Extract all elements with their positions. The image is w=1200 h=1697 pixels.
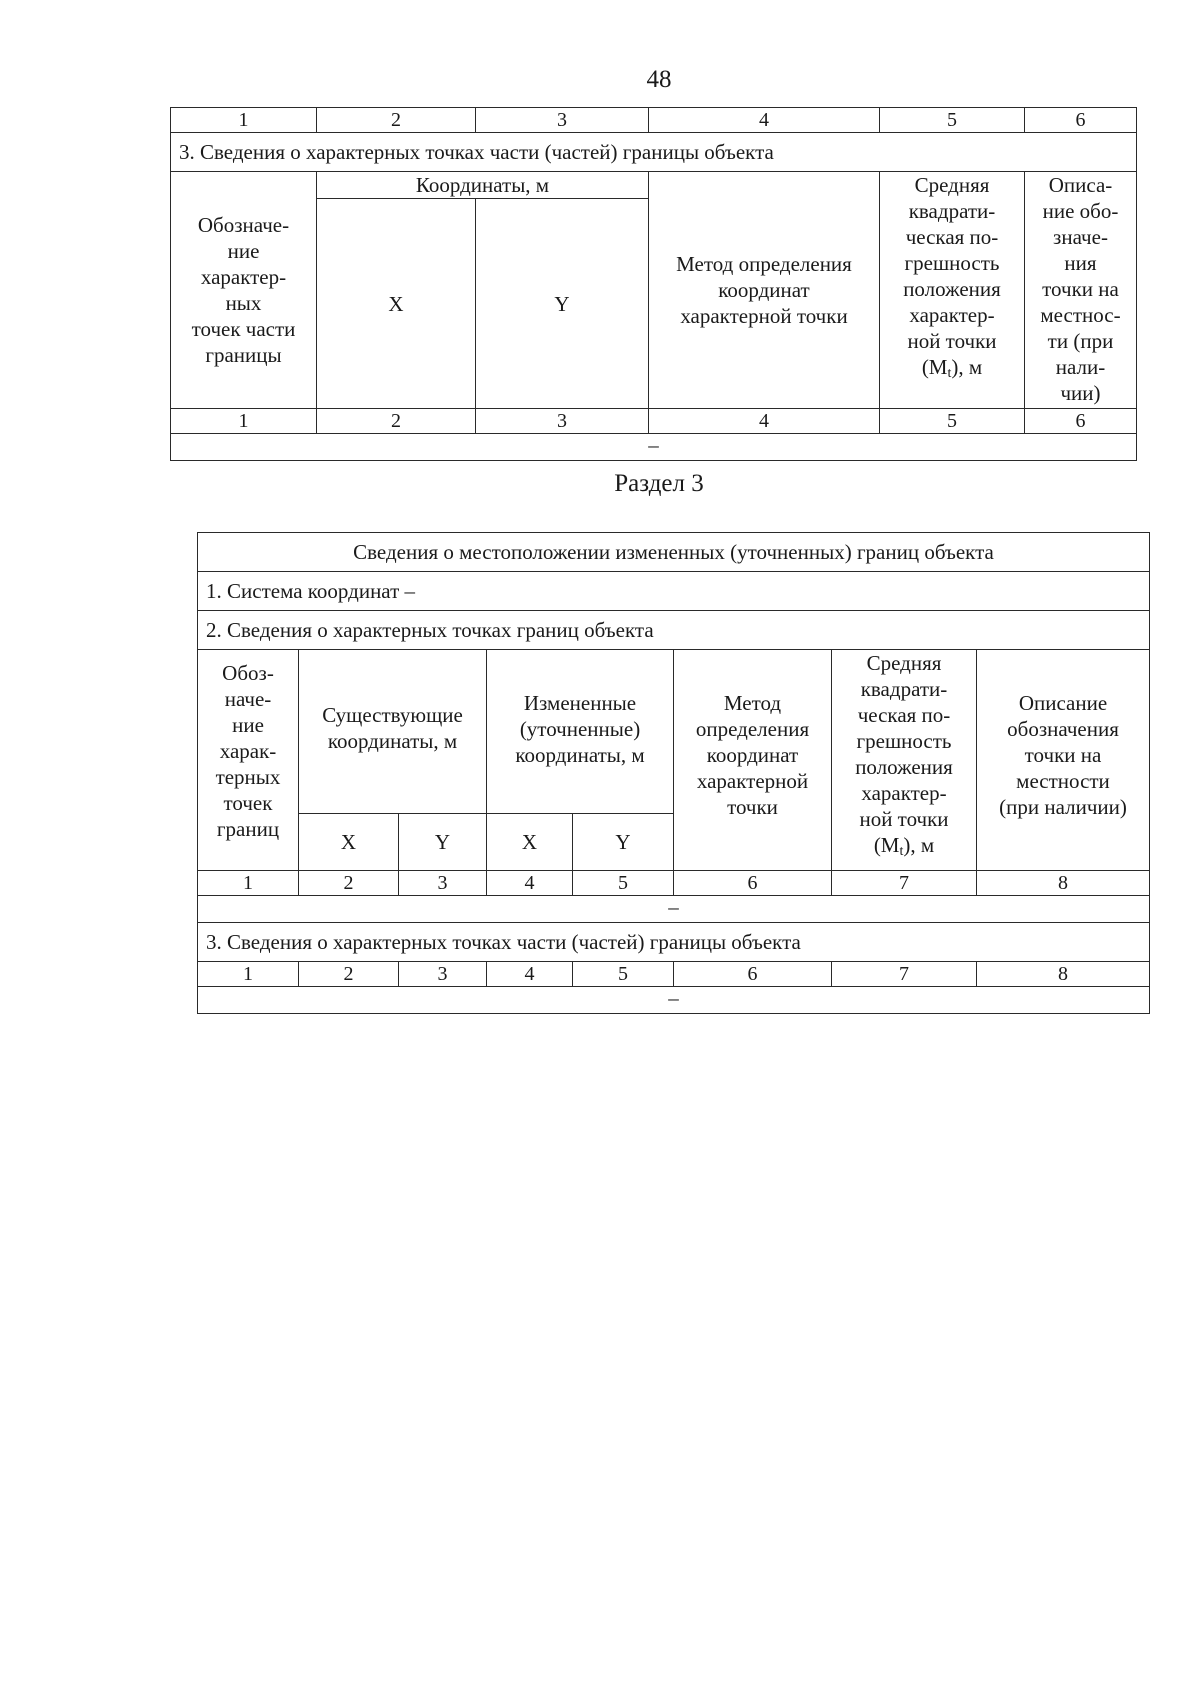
method-line: характерной точки xyxy=(680,304,848,328)
existing-line: координаты, м xyxy=(327,729,458,753)
boundary-points-table xyxy=(170,107,1137,461)
part-section-title: 3. Сведения о характерных точках части (частей) границы объекта xyxy=(198,923,1150,962)
col-number: 1 xyxy=(171,409,317,434)
x-header: X xyxy=(317,199,476,409)
y-header: Y xyxy=(476,199,649,409)
col-number: 6 xyxy=(1025,108,1137,133)
description-line: чии) xyxy=(1060,381,1101,405)
error-line: ной точки xyxy=(859,807,949,831)
description-line: Описание xyxy=(1018,691,1108,715)
col-number: 1 xyxy=(171,108,317,133)
error-unit xyxy=(880,354,1024,380)
method-header xyxy=(649,172,880,409)
error-line: характер- xyxy=(909,303,995,327)
table-title: Сведения о местоположении измененных (уточненных) границ объекта xyxy=(198,533,1150,572)
existing-line: Существующие xyxy=(322,703,463,727)
page-number: 48 xyxy=(646,66,672,93)
error-unit-sub: t xyxy=(899,844,904,859)
existing-x-header: X xyxy=(299,814,399,871)
error-unit-sub: t xyxy=(947,366,952,381)
error-unit-prefix: (M xyxy=(873,833,900,857)
col-number: 2 xyxy=(317,409,476,434)
designation-line: точек xyxy=(223,791,273,815)
col-number: 3 xyxy=(476,108,649,133)
col-number: 5 xyxy=(880,108,1025,133)
changed-line: Измененные xyxy=(523,691,637,715)
designation-line: Обозначе- xyxy=(197,213,290,237)
method-line: характерной xyxy=(696,769,809,793)
method-line: точки xyxy=(727,795,778,819)
description-header xyxy=(977,650,1150,871)
col-number: 7 xyxy=(832,871,977,896)
error-header xyxy=(880,172,1025,409)
description-line: местности xyxy=(1016,769,1110,793)
points-section-title: 2. Сведения о характерных точках границ объекта xyxy=(198,611,1150,650)
designation-line: точек части xyxy=(191,317,296,341)
col-number: 5 xyxy=(573,962,674,987)
designation-line: характер- xyxy=(200,265,287,289)
coordinates-header: Координаты, м xyxy=(317,172,649,199)
col-number: 5 xyxy=(880,409,1025,434)
changed-line: координаты, м xyxy=(515,743,645,767)
method-line: определения xyxy=(695,717,810,741)
description-line: обозначения xyxy=(1007,717,1119,741)
designation-line: границы xyxy=(205,343,282,367)
description-line: местнос- xyxy=(1040,303,1121,327)
error-line: грешность xyxy=(904,251,1000,275)
designation-line: границ xyxy=(216,817,280,841)
col-number: 6 xyxy=(674,962,832,987)
col-number: 3 xyxy=(476,409,649,434)
description-line: точки на xyxy=(1024,743,1102,767)
col-number: 3 xyxy=(399,962,487,987)
error-line: квадрати- xyxy=(908,199,996,223)
error-line: грешность xyxy=(856,729,952,753)
designation-line: терных xyxy=(215,765,281,789)
error-line: ной точки xyxy=(907,329,997,353)
error-line: характер- xyxy=(861,781,947,805)
error-unit-suffix: ), м xyxy=(951,355,983,379)
col-number: 2 xyxy=(299,871,399,896)
method-line: Метод xyxy=(723,691,782,715)
empty-row: – xyxy=(171,434,1137,461)
error-line: ческая по- xyxy=(905,225,999,249)
changed-boundaries-table xyxy=(197,532,1150,1014)
designation-line: ных xyxy=(225,291,262,315)
description-line: точки на xyxy=(1042,277,1119,301)
col-number: 8 xyxy=(977,962,1150,987)
col-number: 6 xyxy=(674,871,832,896)
changed-coordinates-header xyxy=(487,650,674,814)
error-line: квадрати- xyxy=(860,677,948,701)
col-number: 2 xyxy=(317,108,476,133)
designation-header xyxy=(171,172,317,409)
error-line: Средняя xyxy=(914,173,990,197)
col-number: 4 xyxy=(649,409,880,434)
col-number: 6 xyxy=(1025,409,1137,434)
section-heading: Раздел 3 xyxy=(614,470,704,497)
method-line: Метод определения xyxy=(676,252,852,276)
designation-line: ние xyxy=(227,239,260,263)
col-number: 8 xyxy=(977,871,1150,896)
error-line: положения xyxy=(903,277,1001,301)
changed-line: (уточненные) xyxy=(519,717,641,741)
description-line: Описа- xyxy=(1048,173,1113,197)
designation-line: Обоз- xyxy=(222,661,274,685)
error-unit-prefix: (M xyxy=(921,355,948,379)
method-header xyxy=(674,650,832,871)
col-number: 4 xyxy=(649,108,880,133)
col-number: 7 xyxy=(832,962,977,987)
existing-coordinates-header xyxy=(299,650,487,814)
col-number: 1 xyxy=(198,962,299,987)
method-line: координат xyxy=(706,743,799,767)
empty-row: – xyxy=(198,896,1150,923)
section-title: 3. Сведения о характерных точках части (частей) границы объекта xyxy=(171,133,1137,172)
empty-row: – xyxy=(198,987,1150,1014)
designation-line: харак- xyxy=(219,739,277,763)
col-number: 4 xyxy=(487,962,573,987)
designation-line: наче- xyxy=(224,687,272,711)
description-line: ти (при xyxy=(1047,329,1114,353)
coordinate-system: 1. Система координат – xyxy=(198,572,1150,611)
description-line: значе- xyxy=(1053,225,1108,249)
description-line: нали- xyxy=(1055,355,1106,379)
designation-header xyxy=(198,650,299,871)
changed-x-header: X xyxy=(487,814,573,871)
description-line: (при наличии) xyxy=(999,795,1127,819)
col-number: 3 xyxy=(399,871,487,896)
error-line: ческая по- xyxy=(857,703,951,727)
description-line: ния xyxy=(1064,251,1097,275)
col-number: 5 xyxy=(573,871,674,896)
error-unit-suffix: ), м xyxy=(903,833,935,857)
method-line: координат xyxy=(718,278,810,302)
error-line: положения xyxy=(855,755,953,779)
description-line: ние обо- xyxy=(1042,199,1119,223)
changed-y-header: Y xyxy=(573,814,674,871)
col-number: 4 xyxy=(487,871,573,896)
error-unit xyxy=(832,832,976,858)
error-header xyxy=(832,650,977,871)
designation-line: ние xyxy=(232,713,264,737)
existing-y-header: Y xyxy=(399,814,487,871)
description-header xyxy=(1025,172,1137,409)
error-line: Средняя xyxy=(866,651,942,675)
col-number: 2 xyxy=(299,962,399,987)
col-number: 1 xyxy=(198,871,299,896)
